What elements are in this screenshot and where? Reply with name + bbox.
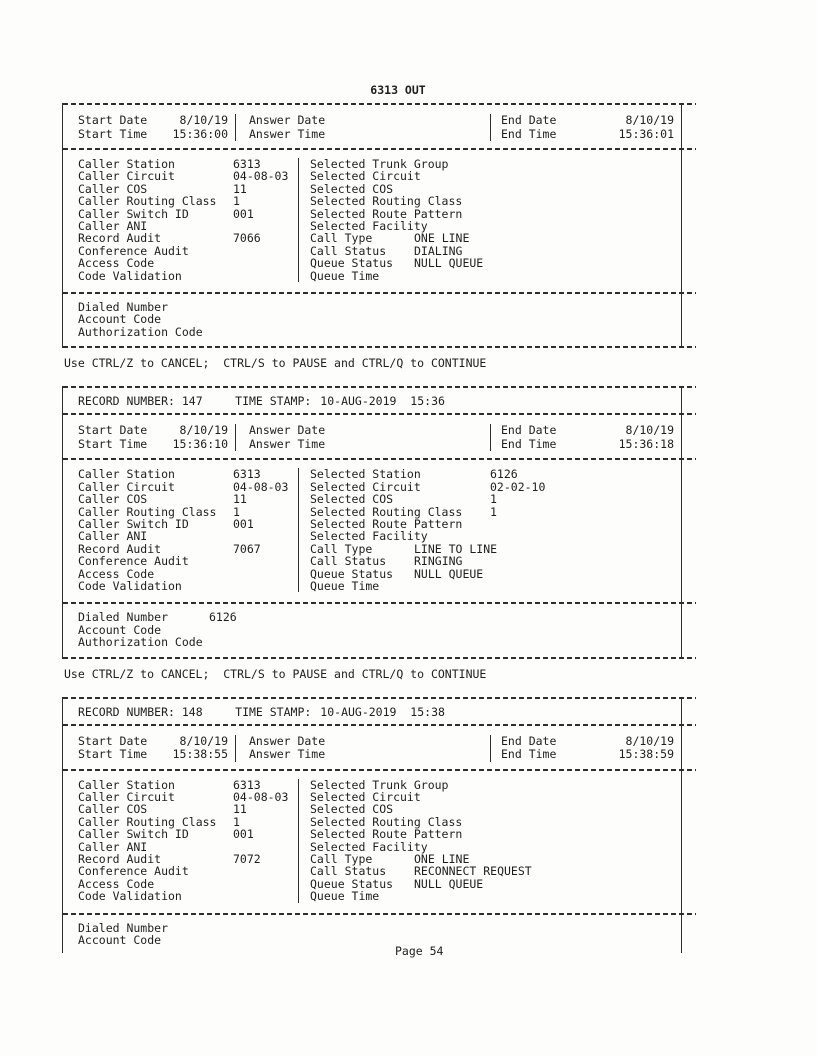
caller-field-row: [78, 232, 298, 244]
selected-field-row: [310, 170, 681, 182]
answer-times-cell: [236, 114, 491, 141]
field-label: Record Audit: [78, 541, 162, 556]
end-time-row: [501, 128, 674, 142]
page-title: 6313 OUT: [370, 83, 426, 97]
field-label: Caller Station: [78, 467, 175, 482]
time-stamp-label: TIME STAMP:: [235, 704, 312, 719]
field-value: 11: [233, 181, 247, 196]
field-value: 8/10/19: [179, 113, 228, 127]
end-time-row: [501, 748, 674, 762]
selected-field-row: [310, 232, 681, 244]
field-value: ONE LINE: [414, 852, 470, 866]
field-label: Caller Routing Class: [78, 814, 217, 829]
record-body: [63, 461, 681, 601]
start-times-cell: [63, 424, 236, 451]
field-label: Caller Station: [78, 157, 175, 171]
field-value: 15:36:00: [172, 126, 228, 141]
call-record: [62, 386, 682, 658]
field-value: 8/10/19: [625, 113, 674, 127]
field-value: 04-08-03: [233, 789, 289, 804]
field-value: RINGING: [414, 554, 463, 569]
caller-field-row: [78, 890, 298, 902]
field-label: Queue Time: [310, 268, 380, 283]
field-value: 8/10/19: [179, 733, 228, 748]
field-value: 11: [233, 802, 247, 817]
field-label: End Time: [501, 436, 557, 451]
field-value: 6313: [233, 777, 261, 792]
start-date-row: [78, 735, 228, 749]
field-value: 8/10/19: [179, 423, 228, 438]
field-value: 6313: [233, 157, 261, 171]
field-value: 02-02-10: [490, 479, 546, 494]
caller-field-row: [78, 468, 298, 480]
field-label: Start Date: [78, 113, 148, 127]
field-label: Caller Switch ID: [78, 206, 189, 221]
codes-section: [63, 916, 681, 954]
field-label: Selected Circuit: [310, 789, 421, 804]
field-label: Caller Station: [78, 777, 175, 792]
field-label: Caller ANI: [78, 529, 148, 544]
field-value: NULL QUEUE: [414, 876, 484, 891]
field-label: Selected Facility: [310, 219, 428, 234]
caller-field-row: [78, 493, 298, 505]
field-label: End Date: [501, 423, 557, 438]
field-label: Caller ANI: [78, 219, 148, 234]
field-value: 15:38:59: [618, 747, 674, 762]
field-label: Selected Routing Class: [310, 194, 463, 209]
field-label: Start Date: [78, 423, 148, 438]
field-label: Dialed Number: [78, 610, 169, 625]
end-date-row: [501, 114, 674, 128]
field-label: Call Status: [310, 864, 387, 879]
field-value: 15:38:55: [172, 747, 228, 762]
field-value: 8/10/19: [625, 423, 674, 438]
field-label: Caller Circuit: [78, 789, 175, 804]
records-area: [62, 103, 682, 953]
time-stamp-value: 10-AUG-2019 15:36: [320, 394, 445, 409]
field-label: End Date: [501, 113, 557, 127]
answer-times-cell: [236, 424, 491, 451]
start-time-row: [78, 748, 228, 762]
dashed-divider: [63, 458, 696, 460]
field-value: 1: [233, 194, 240, 209]
field-label: Start Date: [78, 733, 148, 748]
field-label: Caller Routing Class: [78, 194, 217, 209]
dashed-divider: [63, 724, 696, 726]
field-label: Conference Audit: [78, 864, 189, 879]
answer-time-row: [249, 438, 483, 452]
code-field-row: [78, 636, 681, 648]
field-value: NULL QUEUE: [414, 566, 484, 581]
field-label: Conference Audit: [78, 554, 189, 569]
selected-field-row: [310, 493, 681, 505]
field-value: 11: [233, 492, 247, 507]
field-label: Call Status: [310, 554, 387, 569]
start-date-row: [78, 114, 228, 128]
field-label: Record Audit: [78, 852, 162, 866]
answer-times-cell: [236, 735, 491, 762]
codes-section: [63, 605, 681, 655]
record-number-label: RECORD NUMBER:: [78, 394, 175, 409]
dashed-divider: [63, 769, 696, 771]
field-label: Call Type: [310, 231, 373, 246]
field-label: Caller Routing Class: [78, 504, 217, 519]
selected-field-row: [310, 195, 681, 207]
field-label: Caller Circuit: [78, 479, 175, 494]
caller-field-row: [78, 865, 298, 877]
field-label: End Time: [501, 126, 557, 141]
caller-field-row: [78, 170, 298, 182]
field-label: Access Code: [78, 256, 155, 271]
field-label: Selected COS: [310, 492, 394, 507]
end-times-cell: [491, 114, 681, 141]
field-label: Caller ANI: [78, 839, 148, 854]
field-value: RECONNECT REQUEST: [414, 864, 532, 879]
times-section: [63, 416, 681, 457]
end-times-cell: [491, 735, 681, 762]
answer-time-row: [249, 128, 483, 142]
dashed-divider: [63, 602, 696, 604]
field-label: Code Validation: [78, 889, 182, 904]
selected-field-row: [310, 865, 681, 877]
record-number-value: 148: [181, 704, 203, 719]
field-label: Caller Circuit: [78, 169, 175, 184]
field-value: LINE TO LINE: [414, 541, 498, 556]
code-field-row: [78, 313, 681, 325]
field-label: Call Type: [310, 852, 373, 866]
field-label: Selected Route Pattern: [310, 827, 463, 842]
caller-field-row: [78, 195, 298, 207]
field-value: 7066: [233, 231, 261, 246]
field-label: Queue Status: [310, 256, 394, 271]
record-number-row: [63, 389, 681, 412]
selected-field-row: [310, 803, 681, 815]
field-value: 1: [490, 492, 497, 507]
field-value: 04-08-03: [233, 169, 289, 184]
call-record: [62, 103, 682, 348]
field-label: Selected COS: [310, 181, 394, 196]
field-label: Answer Time: [249, 436, 326, 451]
field-label: Selected Trunk Group: [310, 777, 449, 792]
code-field-row: [78, 301, 681, 313]
field-label: Selected Routing Class: [310, 814, 463, 829]
field-label: Answer Time: [249, 747, 326, 762]
code-field-row: [78, 611, 681, 623]
selected-field-row: [310, 555, 681, 567]
field-value: 7072: [233, 852, 261, 866]
selected-field-row: [310, 270, 681, 282]
field-label: Call Type: [310, 541, 373, 556]
field-label: Selected COS: [310, 802, 394, 817]
caller-field-row: [78, 270, 298, 282]
field-label: End Time: [501, 747, 557, 762]
dashed-divider: [63, 913, 696, 915]
field-label: Account Code: [78, 312, 162, 327]
field-value: 8/10/19: [625, 733, 674, 748]
times-section: [63, 727, 681, 768]
field-label: Authorization Code: [78, 635, 203, 650]
record-number-value: 147: [181, 394, 203, 409]
field-label: Start Time: [78, 747, 148, 762]
field-label: Queue Time: [310, 889, 380, 904]
selected-column: [299, 158, 681, 282]
field-label: Access Code: [78, 876, 155, 891]
field-value: ONE LINE: [414, 231, 470, 246]
field-label: Selected Circuit: [310, 169, 421, 184]
field-value: 15:36:10: [172, 436, 228, 451]
field-value: 1: [233, 504, 240, 519]
selected-field-row: [310, 257, 681, 269]
field-value: 6313: [233, 467, 261, 482]
field-value: 7067: [233, 541, 261, 556]
field-value: NULL QUEUE: [414, 256, 484, 271]
page-number: Page 54: [395, 944, 444, 958]
end-date-row: [501, 424, 674, 438]
dashed-divider: [63, 386, 696, 388]
dashed-divider: [63, 103, 696, 105]
codes-section: [63, 295, 681, 345]
field-label: Answer Date: [249, 113, 326, 127]
ctrl-instructions: Use CTRL/Z to CANCEL; CTRL/S to PAUSE and CTRL/Q to CONTINUE: [64, 356, 487, 371]
field-label: Code Validation: [78, 268, 182, 283]
answer-date-row: [249, 424, 483, 438]
selected-column: [299, 779, 681, 903]
field-label: Conference Audit: [78, 243, 189, 258]
start-times-cell: [63, 114, 236, 141]
field-label: Start Time: [78, 436, 148, 451]
dashed-divider: [63, 292, 696, 294]
field-label: Caller COS: [78, 181, 148, 196]
caller-field-row: [78, 257, 298, 269]
field-label: Caller Switch ID: [78, 516, 189, 531]
call-record: [62, 697, 682, 954]
answer-time-row: [249, 748, 483, 762]
field-label: Queue Status: [310, 876, 394, 891]
times-section: [63, 106, 681, 147]
record-number-row: [63, 700, 681, 723]
record-body: [63, 151, 681, 291]
field-label: Dialed Number: [78, 920, 169, 935]
field-label: Start Time: [78, 126, 148, 141]
field-label: Selected Facility: [310, 839, 428, 854]
dashed-divider: [63, 148, 696, 150]
field-label: Selected Routing Class: [310, 504, 463, 519]
page-content: [62, 84, 682, 953]
field-value: 001: [233, 516, 254, 531]
caller-field-row: [78, 580, 298, 592]
field-value: 1: [490, 504, 497, 519]
field-label: Selected Station: [310, 467, 421, 482]
time-stamp-value: 10-AUG-2019 15:38: [320, 704, 445, 719]
record-header: [63, 389, 681, 415]
field-value: 001: [233, 827, 254, 842]
selected-field-row: [310, 828, 681, 840]
caller-field-row: [78, 828, 298, 840]
selected-column: [299, 468, 681, 592]
field-value: 1: [233, 814, 240, 829]
field-label: Caller COS: [78, 802, 148, 817]
record-number-label: RECORD NUMBER:: [78, 704, 175, 719]
end-time-row: [501, 438, 674, 452]
field-label: Selected Facility: [310, 529, 428, 544]
record-header: [63, 700, 681, 726]
code-field-row: [78, 934, 681, 946]
field-value: 001: [233, 206, 254, 221]
caller-field-row: [78, 555, 298, 567]
ctrl-instructions: Use CTRL/Z to CANCEL; CTRL/S to PAUSE and CTRL/Q to CONTINUE: [64, 666, 487, 681]
caller-column: [63, 158, 299, 282]
field-label: Answer Date: [249, 423, 326, 438]
field-label: Caller Switch ID: [78, 827, 189, 842]
field-label: Record Audit: [78, 231, 162, 246]
field-label: Account Code: [78, 933, 162, 948]
selected-field-row: [310, 530, 681, 542]
answer-date-row: [249, 114, 483, 128]
field-label: Dialed Number: [78, 300, 169, 315]
field-value: 04-08-03: [233, 479, 289, 494]
start-times-cell: [63, 735, 236, 762]
start-time-row: [78, 438, 228, 452]
field-value: 6126: [490, 467, 518, 482]
caller-field-row: [78, 803, 298, 815]
field-label: Authorization Code: [78, 324, 203, 339]
dashed-divider: [63, 346, 696, 348]
field-label: Selected Circuit: [310, 479, 421, 494]
selected-field-row: [310, 580, 681, 592]
answer-date-row: [249, 735, 483, 749]
field-label: Selected Route Pattern: [310, 206, 463, 221]
code-field-row: [78, 922, 681, 934]
time-stamp-label: TIME STAMP:: [235, 394, 312, 409]
selected-field-row: [310, 468, 681, 480]
field-label: Call Status: [310, 243, 387, 258]
end-date-row: [501, 735, 674, 749]
record-body: [63, 772, 681, 912]
field-value: 6126: [209, 610, 237, 625]
field-label: Caller COS: [78, 492, 148, 507]
field-label: Answer Time: [249, 126, 326, 141]
dashed-divider: [63, 413, 696, 415]
field-label: Queue Status: [310, 566, 394, 581]
field-label: Account Code: [78, 622, 162, 637]
field-label: Selected Route Pattern: [310, 516, 463, 531]
field-label: Answer Date: [249, 733, 326, 748]
code-field-row: [78, 326, 681, 338]
field-label: End Date: [501, 733, 557, 748]
field-label: Selected Trunk Group: [310, 157, 449, 171]
start-time-row: [78, 128, 228, 142]
caller-column: [63, 779, 299, 903]
caller-column: [63, 468, 299, 592]
field-value: 15:36:01: [618, 126, 674, 141]
field-value: 15:36:18: [618, 436, 674, 451]
dashed-divider: [63, 657, 696, 659]
field-label: Queue Time: [310, 578, 380, 593]
field-value: DIALING: [414, 243, 463, 258]
field-label: Code Validation: [78, 578, 182, 593]
start-date-row: [78, 424, 228, 438]
selected-field-row: [310, 890, 681, 902]
end-times-cell: [491, 424, 681, 451]
dashed-divider: [63, 697, 696, 699]
field-label: Access Code: [78, 566, 155, 581]
caller-field-row: [78, 530, 298, 542]
